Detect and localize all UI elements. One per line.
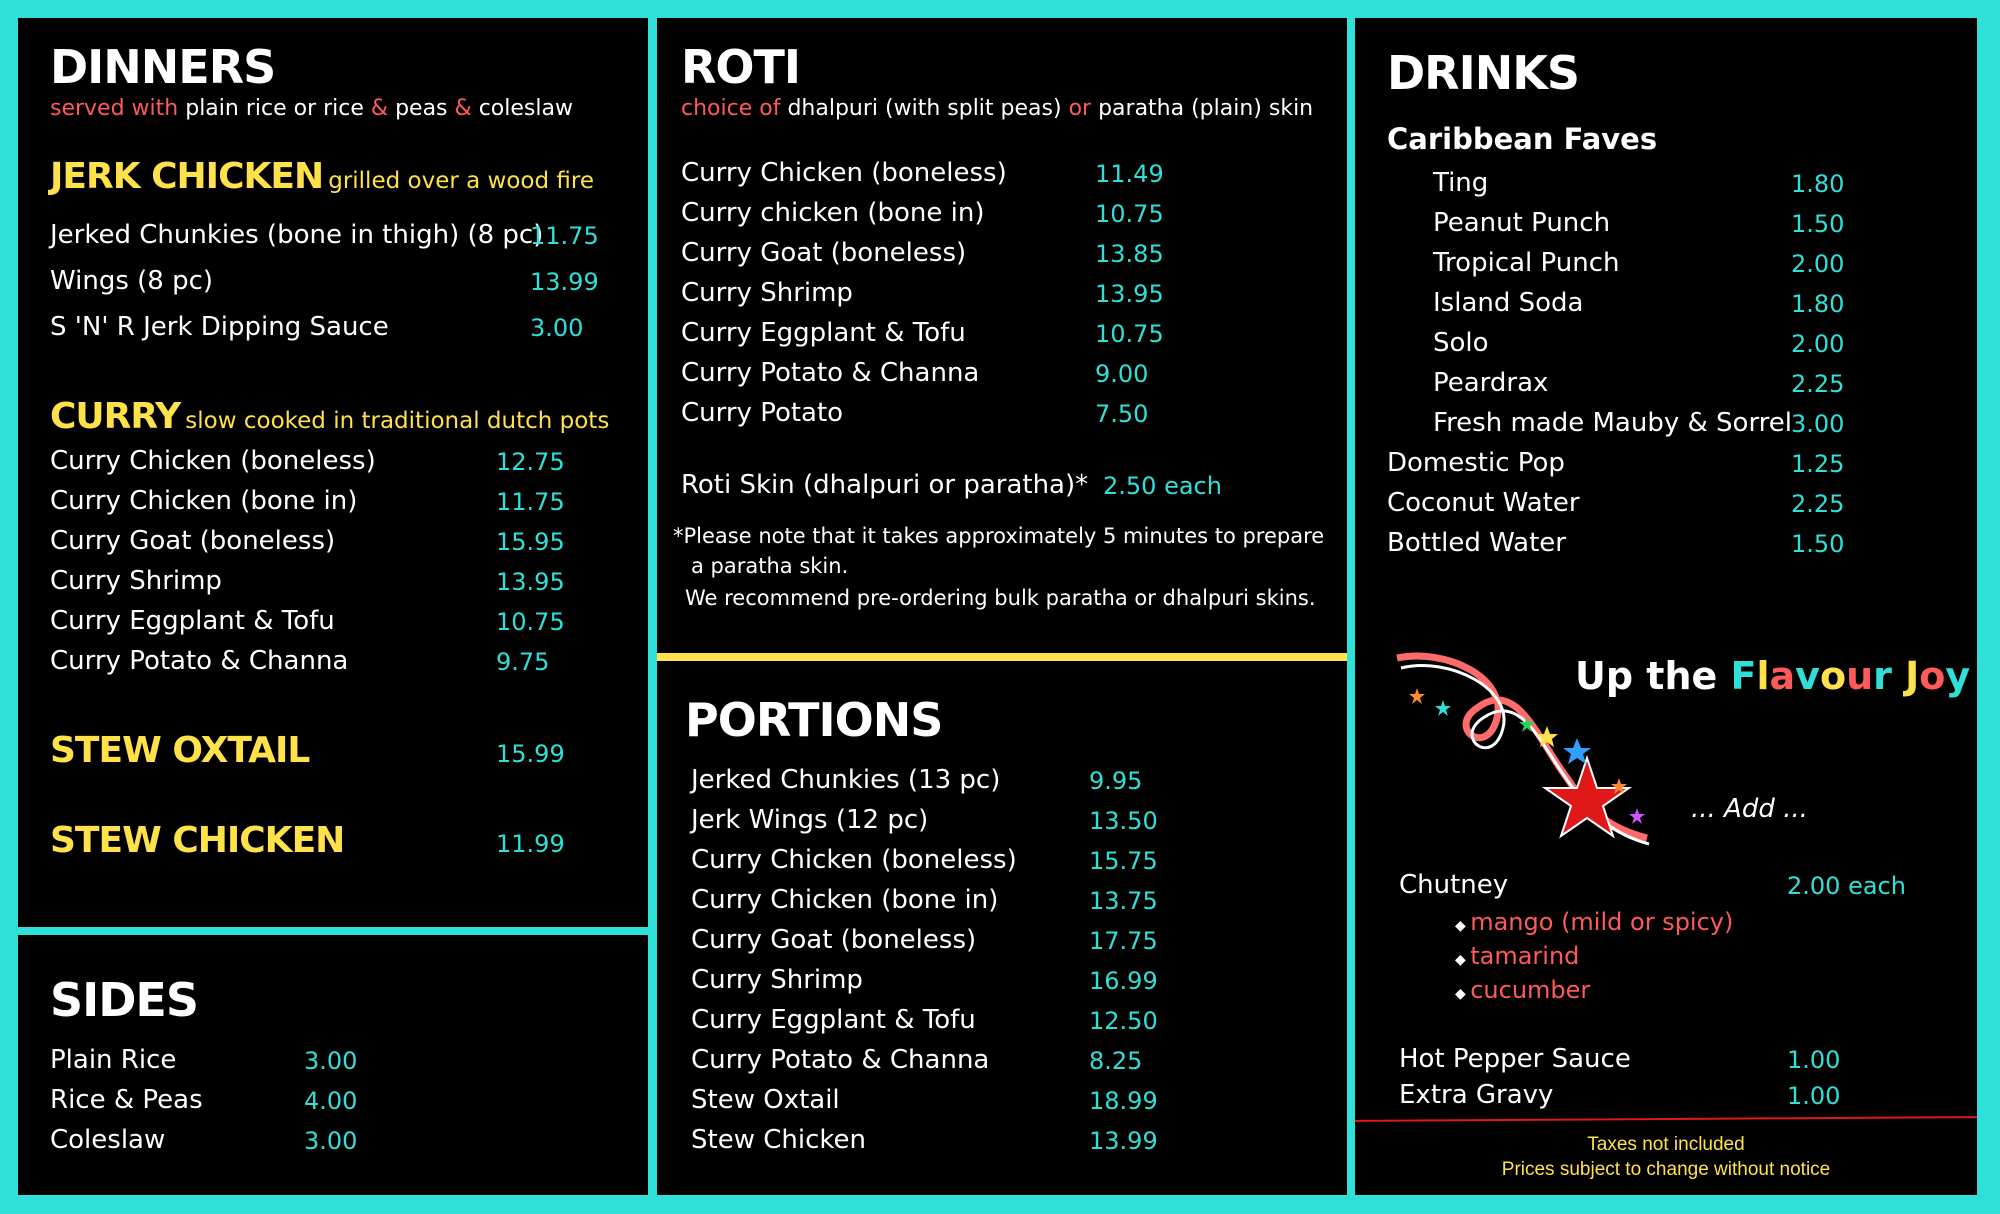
- caribbean-drink-item-name: Tropical Punch: [1433, 248, 1620, 278]
- chutney-option-label: mango (mild or spicy): [1470, 908, 1734, 936]
- jerk-item-name: Jerked Chunkies (bone in thigh) (8 pc): [50, 220, 544, 250]
- roti-skin-name: Roti Skin (dhalpuri or paratha)*: [681, 470, 1089, 500]
- roti-item-name: Curry Potato & Channa: [681, 358, 980, 388]
- flavour-letter: a: [1769, 654, 1796, 698]
- yellow-divider: [657, 653, 1347, 661]
- chutney-name: Chutney: [1399, 870, 1509, 900]
- roti-item-price: 13.85: [1095, 240, 1164, 268]
- stew-oxtail-name: STEW OXTAIL: [50, 730, 310, 771]
- caribbean-drink-item-price: 1.80: [1791, 170, 1845, 198]
- roti-subtitle: choice of dhalpuri (with split peas) or paratha (plain) skin: [681, 96, 1314, 121]
- portions-item-name: Jerk Wings (12 pc): [691, 805, 929, 835]
- sides-item-price: 3.00: [304, 1047, 358, 1075]
- add-label: ... Add ...: [1691, 794, 1808, 824]
- portions-item-price: 8.25: [1089, 1047, 1143, 1075]
- caribbean-drink-item-price: 3.00: [1791, 410, 1845, 438]
- dinners-title: DINNERS: [50, 40, 276, 94]
- jerk-item-name: S 'N' R Jerk Dipping Sauce: [50, 312, 389, 342]
- curry-item-price: 12.75: [496, 448, 565, 476]
- chutney-option: [1455, 908, 1733, 936]
- stew-chicken-name: STEW CHICKEN: [50, 820, 345, 861]
- jerk-item-price: 3.00: [530, 314, 584, 342]
- roti-note-1: *Please note that it takes approximately 5 minutes to prepare: [673, 524, 1325, 548]
- roti-panel: [657, 18, 1347, 653]
- bullet-icon: ◆: [1455, 952, 1471, 968]
- drink-item-price: 1.25: [1791, 450, 1845, 478]
- portions-item-name: Jerked Chunkies (13 pc): [691, 765, 1001, 795]
- extra-item-name: Hot Pepper Sauce: [1399, 1044, 1631, 1074]
- portions-item-name: Curry Shrimp: [691, 965, 863, 995]
- drink-item-name: Bottled Water: [1387, 528, 1566, 558]
- curry-item-name: Curry Goat (boneless): [50, 526, 336, 556]
- caribbean-drink-item-price: 2.00: [1791, 250, 1845, 278]
- stew-chicken-price: 11.99: [496, 830, 565, 858]
- roti-item-price: 11.49: [1095, 160, 1164, 188]
- flavour-letter: l: [1756, 654, 1770, 698]
- dinners-panel: [18, 18, 648, 927]
- roti-item-name: Curry Goat (boneless): [681, 238, 967, 268]
- caribbean-drink-item-price: 2.00: [1791, 330, 1845, 358]
- roti-item-price: 10.75: [1095, 320, 1164, 348]
- flavour-letter: F: [1730, 654, 1757, 698]
- curry-item-price: 15.95: [496, 528, 565, 556]
- jerk-chicken-heading: JERK CHICKEN grilled over a wood fire: [50, 156, 594, 197]
- portions-title: PORTIONS: [685, 693, 943, 747]
- sides-item-name: Coleslaw: [50, 1125, 166, 1155]
- roti-item-name: Curry Chicken (boneless): [681, 158, 1007, 188]
- portions-item-price: 16.99: [1089, 967, 1158, 995]
- flavour-letter: [1892, 654, 1905, 698]
- caribbean-drink-item-name: Ting: [1433, 168, 1489, 198]
- roti-item-name: Curry chicken (bone in): [681, 198, 985, 228]
- curry-item-name: Curry Chicken (boneless): [50, 446, 376, 476]
- dinners-subtitle: served with plain rice or rice & peas & coleslaw: [50, 96, 573, 121]
- caribbean-drink-item-name: Peardrax: [1433, 368, 1549, 398]
- portions-item-price: 9.95: [1089, 767, 1143, 795]
- sides-item-name: Rice & Peas: [50, 1085, 203, 1115]
- drink-item-price: 2.25: [1791, 490, 1845, 518]
- sides-panel: [18, 935, 648, 1195]
- chutney-price: 2.00 each: [1787, 872, 1906, 900]
- caribbean-drink-item-price: 1.80: [1791, 290, 1845, 318]
- caribbean-drink-item-name: Island Soda: [1433, 288, 1584, 318]
- portions-item-name: Curry Chicken (boneless): [691, 845, 1017, 875]
- extra-item-name: Extra Gravy: [1399, 1080, 1554, 1110]
- chutney-option-label: tamarind: [1470, 942, 1580, 970]
- curry-item-price: 11.75: [496, 488, 565, 516]
- jerk-item-price: 13.99: [530, 268, 599, 296]
- portions-item-name: Curry Eggplant & Tofu: [691, 1005, 976, 1035]
- portions-item-price: 17.75: [1089, 927, 1158, 955]
- stew-oxtail-price: 15.99: [496, 740, 565, 768]
- curry-item-price: 13.95: [496, 568, 565, 596]
- caribbean-faves-title: Caribbean Faves: [1387, 122, 1658, 156]
- portions-item-name: Stew Chicken: [691, 1125, 866, 1155]
- flavour-letter: u: [1846, 654, 1874, 698]
- roti-note-3: We recommend pre-ordering bulk paratha or dhalpuri skins.: [685, 586, 1316, 610]
- flavour-letter: r: [1873, 654, 1892, 698]
- chutney-option-label: cucumber: [1470, 976, 1591, 1004]
- sides-item-price: 4.00: [304, 1087, 358, 1115]
- chutney-option: [1455, 976, 1590, 1004]
- flavour-letter: y: [1945, 654, 1971, 698]
- flavour-letter: v: [1795, 654, 1820, 698]
- flavour-joy-colored: [1731, 654, 1971, 698]
- roti-note-2: a paratha skin.: [691, 554, 849, 578]
- caribbean-drink-item-name: Solo: [1433, 328, 1489, 358]
- portions-item-price: 13.99: [1089, 1127, 1158, 1155]
- drinks-panel: [1355, 18, 1977, 1195]
- extra-item-price: 1.00: [1787, 1082, 1841, 1110]
- portions-item-name: Curry Chicken (bone in): [691, 885, 999, 915]
- roti-item-name: Curry Eggplant & Tofu: [681, 318, 966, 348]
- footer-divider: [1355, 1116, 1977, 1122]
- roti-item-price: 7.50: [1095, 400, 1149, 428]
- roti-item-name: Curry Shrimp: [681, 278, 853, 308]
- caribbean-drink-item-name: Peanut Punch: [1433, 208, 1611, 238]
- footer-prices-note: Prices subject to change without notice: [1501, 1159, 1831, 1180]
- curry-item-name: Curry Shrimp: [50, 566, 222, 596]
- roti-title: ROTI: [681, 40, 801, 94]
- chutney-option: [1455, 942, 1579, 970]
- bullet-icon: ◆: [1455, 918, 1471, 934]
- flavour-letter: J: [1905, 654, 1920, 698]
- curry-heading: CURRY slow cooked in traditional dutch pots: [50, 396, 610, 437]
- drink-item-name: Domestic Pop: [1387, 448, 1565, 478]
- portions-item-price: 15.75: [1089, 847, 1158, 875]
- drink-item-name: Coconut Water: [1387, 488, 1580, 518]
- portions-panel: [657, 661, 1347, 1195]
- curry-item-price: 9.75: [496, 648, 550, 676]
- extra-item-price: 1.00: [1787, 1046, 1841, 1074]
- sides-title: SIDES: [50, 973, 198, 1027]
- flavour-letter: o: [1819, 654, 1847, 698]
- curry-item-price: 10.75: [496, 608, 565, 636]
- jerk-item-price: 11.75: [530, 222, 599, 250]
- flavour-letter: o: [1919, 654, 1946, 698]
- roti-item-name: Curry Potato: [681, 398, 844, 428]
- curry-item-name: Curry Potato & Channa: [50, 646, 349, 676]
- drinks-title: DRINKS: [1387, 46, 1579, 100]
- portions-item-price: 13.50: [1089, 807, 1158, 835]
- roti-item-price: 10.75: [1095, 200, 1164, 228]
- roti-item-price: 9.00: [1095, 360, 1149, 388]
- sides-item-name: Plain Rice: [50, 1045, 177, 1075]
- curry-item-name: Curry Eggplant & Tofu: [50, 606, 335, 636]
- footer-taxes: Taxes not included: [1587, 1134, 1745, 1155]
- roti-item-price: 13.95: [1095, 280, 1164, 308]
- drink-item-price: 1.50: [1791, 530, 1845, 558]
- caribbean-drink-item-price: 1.50: [1791, 210, 1845, 238]
- curry-item-name: Curry Chicken (bone in): [50, 486, 358, 516]
- portions-item-price: 12.50: [1089, 1007, 1158, 1035]
- portions-item-price: 13.75: [1089, 887, 1158, 915]
- caribbean-drink-item-name: Fresh made Mauby & Sorrel: [1433, 408, 1793, 438]
- sides-item-price: 3.00: [304, 1127, 358, 1155]
- portions-item-name: Curry Goat (boneless): [691, 925, 977, 955]
- portions-item-price: 18.99: [1089, 1087, 1158, 1115]
- roti-skin-price: 2.50 each: [1103, 472, 1222, 500]
- jerk-item-name: Wings (8 pc): [50, 266, 214, 296]
- caribbean-drink-item-price: 2.25: [1791, 370, 1845, 398]
- portions-item-name: Curry Potato & Channa: [691, 1045, 990, 1075]
- portions-item-name: Stew Oxtail: [691, 1085, 840, 1115]
- flavour-joy-title: Up the Flavour Joy: [1575, 654, 1971, 698]
- bullet-icon: ◆: [1455, 986, 1471, 1002]
